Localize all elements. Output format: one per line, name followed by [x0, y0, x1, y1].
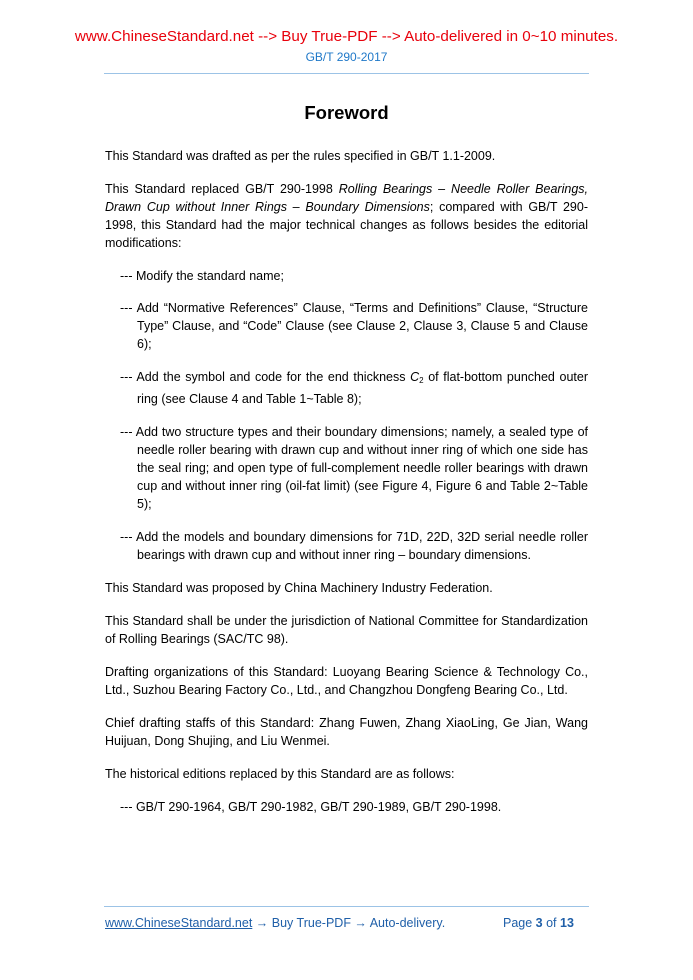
footer-site-link[interactable]: www.ChineseStandard.net [105, 916, 253, 930]
symbol-c: C [410, 370, 420, 384]
paragraph-replaced-standard [105, 180, 588, 252]
item-text: of flat-bottom punched outer ring (see Clause 4 and Table 1~Table 8); [137, 370, 588, 406]
standard-title-italic: Rolling Bearings – Needle Roller Bearings, Drawn Cup without Inner Rings – Boundary Dimensions [105, 182, 588, 214]
footer-links [105, 916, 445, 931]
paragraph-drafting-staff: Chief drafting staffs of this Standard: Zhang Fuwen, Zhang XiaoLing, Ge Jian, Wang Huijuan, Dong Shujing, and Liu Wenmei. [105, 716, 588, 748]
paragraph-proposed-by: This Standard was proposed by China Machinery Industry Federation. [105, 581, 493, 595]
paragraph-jurisdiction: This Standard shall be under the jurisdiction of National Committee for Standardization of Rolling Bearings (SAC/TC 98). [105, 614, 588, 646]
page-of-label: of [542, 916, 560, 930]
paragraph-drafting-organizations: Drafting organizations of this Standard: Luoyang Bearing Science & Technology Co., Ltd., Suzhou Bearing Factory Co., Ltd., and Changzhou Dongfeng Bearing Co., Ltd. [105, 665, 588, 697]
page-number: 3 [535, 916, 543, 930]
change-item-5: --- Add the models and boundary dimensions for 71D, 22D, 32D serial needle roller bearings with drawn cup and without inner ring – boundary dimensions. [120, 530, 588, 562]
paragraph-text: This Standard replaced GB/T 290-1998 [105, 182, 339, 196]
paragraph-text: ; compared with GB/T 290-1998, this Standard had the major technical changes as follows besides the editorial modifications: [105, 200, 589, 250]
change-item-4: --- Add two structure types and their boundary dimensions; namely, a sealed type of needle roller bearing with drawn cup and without inner ring of which one side has the seal ring; and open type of full-complement needle roller bearings with drawn cup and without inner ring (oil-fat limit) (see Figure 4, Figure 6 and Table 2~Table 5); [120, 425, 588, 511]
change-item-3 [105, 368, 588, 408]
paragraph-historical-editions: The historical editions replaced by this Standard are as follows: [105, 767, 455, 781]
header-divider [104, 73, 589, 74]
arrow-icon: → [252, 916, 272, 930]
header-document-code: GB/T 290-2017 [305, 50, 388, 64]
foreword-body [105, 147, 588, 831]
page-title: Foreword [304, 102, 389, 123]
change-item-2: --- Add “Normative References” Clause, “Terms and Definitions” Clause, “Structure Type” Clause, and “Code” Clause (see Clause 2, Clause 3, Clause 5 and Clause 6); [120, 301, 588, 351]
paragraph-drafting-rules: This Standard was drafted as per the rules specified in GB/T 1.1-2009. [105, 149, 496, 163]
page-label: Page [503, 916, 536, 930]
arrow-icon: → [350, 916, 370, 930]
footer-divider [104, 906, 589, 907]
footer-buy-text: Buy True-PDF [271, 916, 351, 930]
page-total: 13 [560, 916, 574, 930]
symbol-subscript: 2 [419, 376, 424, 385]
footer-delivery-text: Auto-delivery. [369, 916, 446, 930]
header-promo-banner[interactable]: www.ChineseStandard.net --> Buy True-PDF --> Auto-delivered in 0~10 minutes. [74, 28, 619, 45]
page-indicator [503, 916, 574, 931]
item-text: --- Add the symbol and code for the end thickness [120, 370, 411, 384]
change-item-1: --- Modify the standard name; [120, 269, 284, 283]
historical-editions-item: --- GB/T 290-1964, GB/T 290-1982, GB/T 290-1989, GB/T 290-1998. [120, 800, 502, 814]
